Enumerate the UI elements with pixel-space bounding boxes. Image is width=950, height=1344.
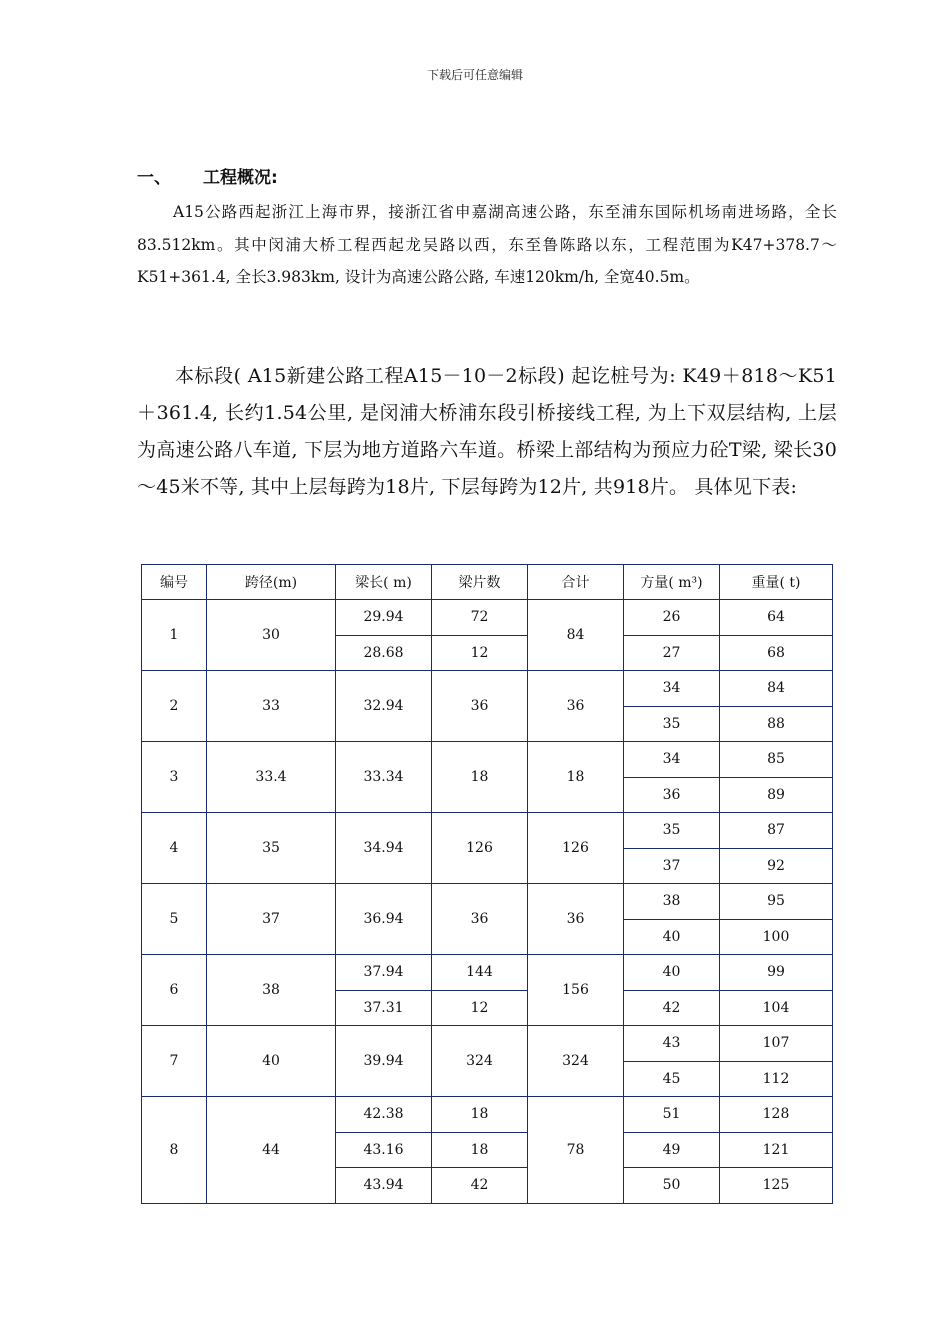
cell-span: 33.4 [207,742,336,813]
cell-volume: 40 [624,955,720,991]
cell-count: 42 [432,1168,528,1204]
table-row [142,742,833,778]
cell-volume: 34 [624,671,720,707]
cell-weight: 68 [720,635,833,671]
header-cell-total: 合计 [528,565,624,600]
cell-span: 38 [207,955,336,1026]
cell-id: 7 [142,1026,207,1097]
cell-weight: 85 [720,742,833,778]
cell-count: 18 [432,742,528,813]
cell-count: 72 [432,600,528,636]
cell-weight: 112 [720,1061,833,1097]
cell-volume: 36 [624,777,720,813]
cell-length: 37.94 [336,955,432,991]
cell-volume: 35 [624,813,720,849]
cell-volume: 51 [624,1097,720,1133]
cell-weight: 125 [720,1168,833,1204]
cell-weight: 89 [720,777,833,813]
cell-weight: 99 [720,955,833,991]
cell-length: 28.68 [336,635,432,671]
cell-weight: 84 [720,671,833,707]
header-cell-span: 跨径(m) [207,565,336,600]
cell-span: 33 [207,671,336,742]
cell-volume: 43 [624,1026,720,1062]
table-row [142,1097,833,1133]
section-title: 工程概况: [203,168,278,188]
cell-volume: 26 [624,600,720,636]
cell-count: 12 [432,635,528,671]
cell-weight: 104 [720,990,833,1026]
segment-paragraph: 本标段( A15新建公路工程A15－10－2标段) 起讫桩号为: K49＋818～K51＋361.4, 长约1.54公里, 是闵浦大桥浦东段引桥接线工程, 为上下双层结构, 上层为高速公路八车道, 下层为地方道路六车道。桥梁上部结构为预应力砼T梁, 梁长30～45米不等, 其中上层每跨为18片, 下层每跨为12片, 共918片。 具体见下表: [137,365,837,498]
cell-total: 78 [528,1097,624,1204]
table-row [142,1026,833,1062]
cell-total: 156 [528,955,624,1026]
cell-length: 43.94 [336,1168,432,1204]
header-cell-length: 梁长( m) [336,565,432,600]
cell-length: 34.94 [336,813,432,884]
cell-span: 37 [207,884,336,955]
table-row [142,813,833,849]
cell-id: 2 [142,671,207,742]
cell-total: 324 [528,1026,624,1097]
cell-length: 32.94 [336,671,432,742]
cell-count: 126 [432,813,528,884]
cell-id: 5 [142,884,207,955]
section-number: 一、 [137,168,171,188]
cell-length: 33.34 [336,742,432,813]
cell-weight: 100 [720,919,833,955]
cell-volume: 27 [624,635,720,671]
cell-volume: 35 [624,706,720,742]
cell-weight: 64 [720,600,833,636]
cell-length: 29.94 [336,600,432,636]
header-cell-id: 编号 [142,565,207,600]
cell-id: 4 [142,813,207,884]
cell-weight: 121 [720,1132,833,1168]
cell-count: 18 [432,1097,528,1133]
cell-volume: 42 [624,990,720,1026]
cell-count: 324 [432,1026,528,1097]
table-row [142,955,833,991]
beam-spec-table-body [142,565,833,1204]
table-row [142,671,833,707]
cell-weight: 87 [720,813,833,849]
cell-id: 3 [142,742,207,813]
cell-weight: 95 [720,884,833,920]
cell-volume: 49 [624,1132,720,1168]
cell-length: 36.94 [336,884,432,955]
cell-length: 39.94 [336,1026,432,1097]
cell-total: 84 [528,600,624,671]
cell-volume: 38 [624,884,720,920]
cell-span: 35 [207,813,336,884]
cell-span: 40 [207,1026,336,1097]
section-heading [137,163,278,188]
cell-total: 36 [528,884,624,955]
cell-weight: 107 [720,1026,833,1062]
cell-weight: 128 [720,1097,833,1133]
cell-span: 30 [207,600,336,671]
cell-count: 144 [432,955,528,991]
cell-weight: 92 [720,848,833,884]
cell-volume: 45 [624,1061,720,1097]
cell-count: 36 [432,884,528,955]
cell-count: 12 [432,990,528,1026]
cell-total: 126 [528,813,624,884]
beam-spec-table [141,564,833,1204]
table-row [142,600,833,636]
cell-span: 44 [207,1097,336,1204]
cell-length: 43.16 [336,1132,432,1168]
cell-id: 8 [142,1097,207,1204]
cell-volume: 34 [624,742,720,778]
header-cell-volume: 方量( m³) [624,565,720,600]
cell-volume: 37 [624,848,720,884]
cell-total: 36 [528,671,624,742]
table-row [142,884,833,920]
header-cell-count: 梁片数 [432,565,528,600]
cell-count: 36 [432,671,528,742]
overview-paragraph: A15公路西起浙江上海市界，接浙江省申嘉湖高速公路，东至浦东国际机场南进场路，全长83.512km。其中闵浦大桥工程西起龙吴路以西，东至鲁陈路以东，工程范围为K47+378.7～K51+361.4, 全长3.983km, 设计为高速公路公路, 车速120km/h, 全宽40.5m。 [137,203,837,286]
cell-length: 37.31 [336,990,432,1026]
page-header-note: 下载后可任意编辑 [426,68,523,82]
cell-total: 18 [528,742,624,813]
cell-length: 42.38 [336,1097,432,1133]
table-header-row [142,565,833,600]
cell-volume: 50 [624,1168,720,1204]
cell-volume: 40 [624,919,720,955]
cell-id: 1 [142,600,207,671]
cell-weight: 88 [720,706,833,742]
cell-id: 6 [142,955,207,1026]
header-cell-weight: 重量( t) [720,565,833,600]
cell-count: 18 [432,1132,528,1168]
